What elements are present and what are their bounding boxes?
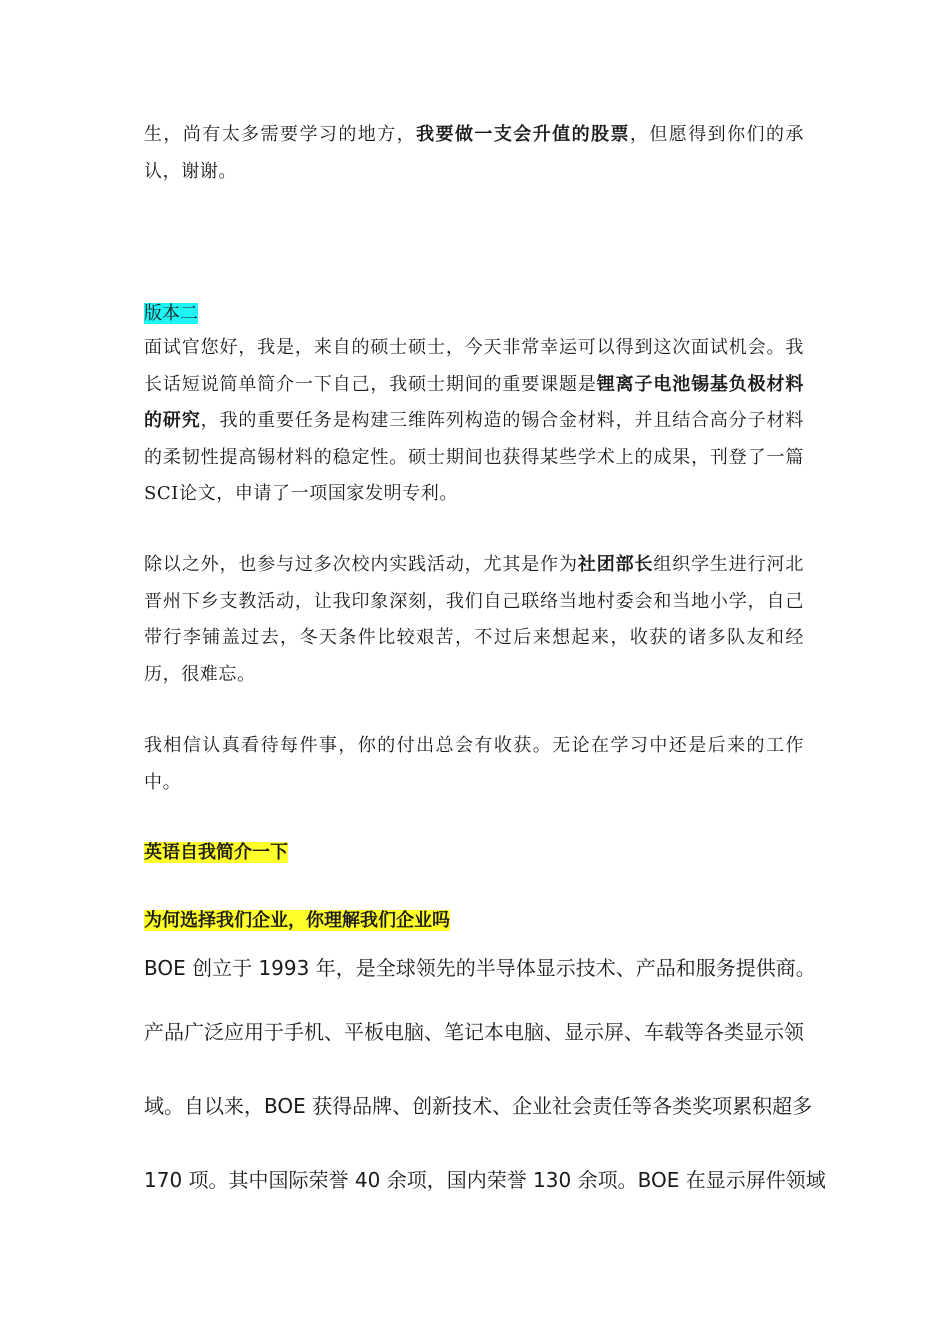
boe-line-4: 170 项。其中国际荣誉 40 余项，国内荣誉 130 余项。BOE 在显示屏件领域 — [144, 1168, 826, 1192]
paragraph-intro-end — [144, 117, 804, 190]
paragraph-text: ，我的重要任务是构建三维阵列构造的锡合金材料，并且结合高分子材料的柔韧性提高锡材料的稳定性。硕士期间也获得某些学术上的成果，刊登了一篇SCI论文，申请了一项国家发明专利。 — [144, 410, 804, 504]
english-intro-heading — [144, 840, 288, 865]
boe-line-2: 产品广泛应用于手机、平板电脑、笔记本电脑、显示屏、车载等各类显示领 — [144, 1020, 804, 1044]
english-intro-title: 英语自我简介一下 — [144, 842, 288, 863]
bold-phrase: 我要做一支会升值的股票 — [416, 124, 630, 145]
version-two-heading — [144, 301, 198, 326]
paragraph-text: 生，尚有太多需要学习的地方， — [144, 124, 417, 145]
paragraph-activities — [144, 547, 804, 693]
paragraph-self-intro — [144, 330, 804, 513]
paragraph-text: ，但愿得到你们的承认，谢谢。 — [144, 124, 804, 182]
why-choose-heading — [144, 908, 450, 933]
boe-line-3: 域。自以来，BOE 获得品牌、创新技术、企业社会责任等各类奖项累积超多 — [144, 1094, 813, 1118]
paragraph-text: 组织学生进行河北晋州下乡支教活动，让我印象深刻，我们自己联络当地村委会和当地小学，自己带行李铺盖过去，冬天条件比较艰苦，不过后来想起来，收获的诸多队友和经历，很难忘。 — [144, 554, 804, 685]
why-choose-title: 为何选择我们企业，你理解我们企业吗 — [144, 910, 450, 931]
version-two-title: 版本二 — [144, 303, 198, 324]
paragraph-belief: 我相信认真看待每件事，你的付出总会有收获。无论在学习中还是后来的工作中。 — [144, 735, 804, 793]
boe-line-1: BOE 创立于 1993 年，是全球领先的半导体显示技术、产品和服务提供商。 — [144, 956, 816, 980]
bold-phrase: 社团部长 — [577, 554, 654, 575]
paragraph-text: 面试官您好，我是，来自的硕士硕士，今天非常幸运可以得到这次面试机会。我长话短说简单简介一下自己，我硕士期间的重要课题是 — [144, 337, 804, 395]
bold-phrase: 锂离子电池锡基负极材料的研究 — [144, 373, 804, 431]
paragraph-text: 除以之外，也参与过多次校内实践活动，尤其是作为 — [144, 554, 578, 575]
